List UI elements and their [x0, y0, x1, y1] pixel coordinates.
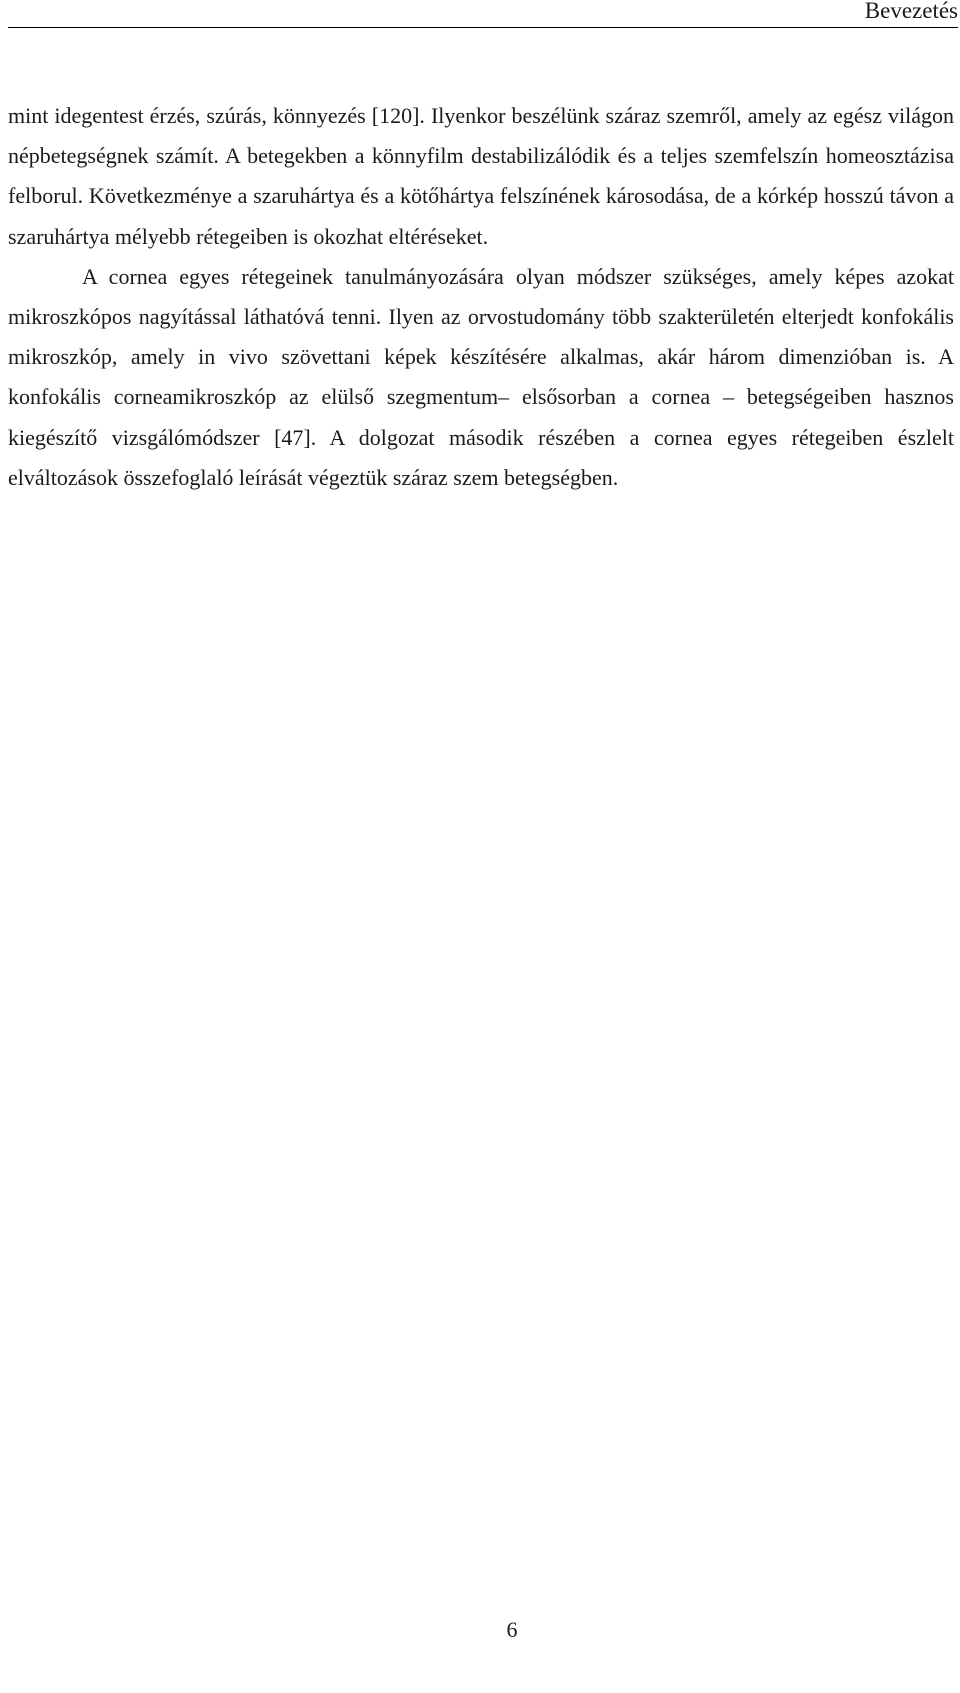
- paragraph-confocal-microscopy: A cornea egyes rétegeinek tanulmányozására olyan módszer szükséges, amely képes azokat mikroszkópos nagyítással láthatóvá tenni. Ilyen az orvostudomány több szakterületén elterjedt konfokális mikroszkóp, amely in vivo szövettani képek készítésére alkalmas, akár három dimenzióban is. A konfokális corneamikroszkóp az elülső szegmentum– elsősorban a cornea – betegségeiben hasznos kiegészítő vizsgálómódszer [47]. A dolgozat második részében a cornea egyes rétegeiben észlelt elváltozások összefoglaló leírását végeztük száraz szem betegségben.: [8, 263, 954, 490]
- body-text: [8, 96, 954, 498]
- page-number: 6: [506, 1617, 518, 1642]
- running-header: [8, 0, 958, 28]
- paragraph-continuation: mint idegentest érzés, szúrás, könnyezés [120]. Ilyenkor beszélünk száraz szemről, amely az egész világon népbetegségnek számít. A betegekben a könnyfilm destabilizálódik és a teljes szemfelszín homeosztázisa felborul. Következménye a szaruhártya és a kötőhártya felszínének károsodása, de a kórkép hosszú távon a szaruhártya mélyebb rétegeiben is okozhat eltéréseket.: [8, 103, 954, 249]
- header-title: Bevezetés: [864, 0, 958, 23]
